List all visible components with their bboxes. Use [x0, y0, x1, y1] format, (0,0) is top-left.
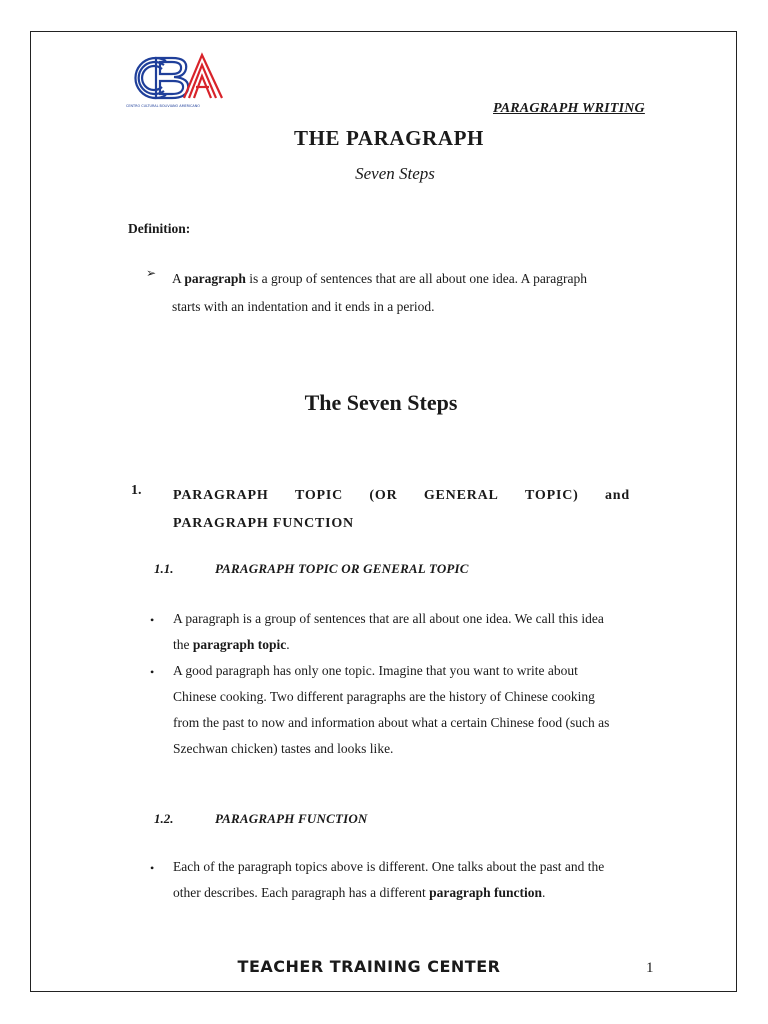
list-item: A paragraph is a group of sentences that are all about one idea. We call this idea the paragraph topic. — [173, 611, 604, 652]
arrow-bullet-icon: ➢ — [146, 266, 157, 280]
definition-text: A paragraph is a group of sentences that are all about one idea. A paragraph starts with an indentation and it ends in a period. — [172, 271, 588, 314]
section-heading: The Seven Steps — [304, 390, 458, 415]
bullet-icon: • — [150, 613, 155, 627]
subsection-number: 1.2. — [154, 811, 174, 826]
page-number: 1 — [646, 960, 654, 976]
bullet-icon: • — [150, 665, 155, 679]
list-item: A good paragraph has only one topic. Imagine that you want to write about Chinese cooking. Two different paragraphs are the history of Chinese cooking from the past to now and information about what a certain Chinese food (such as Szechwan chicken) tastes and looks like. — [173, 663, 610, 756]
definition-term: paragraph — [184, 271, 246, 286]
step-number: 1. — [131, 483, 142, 498]
header-label: PARAGRAPH WRITING — [493, 101, 645, 116]
logo-tagline: CENTRO CULTURAL BOLIVIANO AMERICANO — [126, 104, 200, 108]
subsection-title: PARAGRAPH TOPIC OR GENERAL TOPIC — [215, 561, 469, 576]
document-subtitle: Seven Steps — [355, 164, 435, 183]
step-title: PARAGRAPH TOPIC (OR GENERAL TOPIC) and PARAGRAPH FUNCTION — [173, 488, 630, 531]
footer-label: TEACHER TRAINING CENTER — [237, 957, 501, 976]
subsection-title: PARAGRAPH FUNCTION — [215, 811, 368, 826]
document-title: THE PARAGRAPH — [294, 126, 484, 150]
bullet-icon: • — [150, 861, 155, 875]
list-item: Each of the paragraph topics above is different. One talks about the past and the other describes. Each paragraph has a different paragraph function. — [173, 859, 605, 900]
definition-label: Definition: — [128, 221, 191, 236]
cba-logo — [126, 49, 234, 115]
subsection-number: 1.1. — [154, 561, 174, 576]
